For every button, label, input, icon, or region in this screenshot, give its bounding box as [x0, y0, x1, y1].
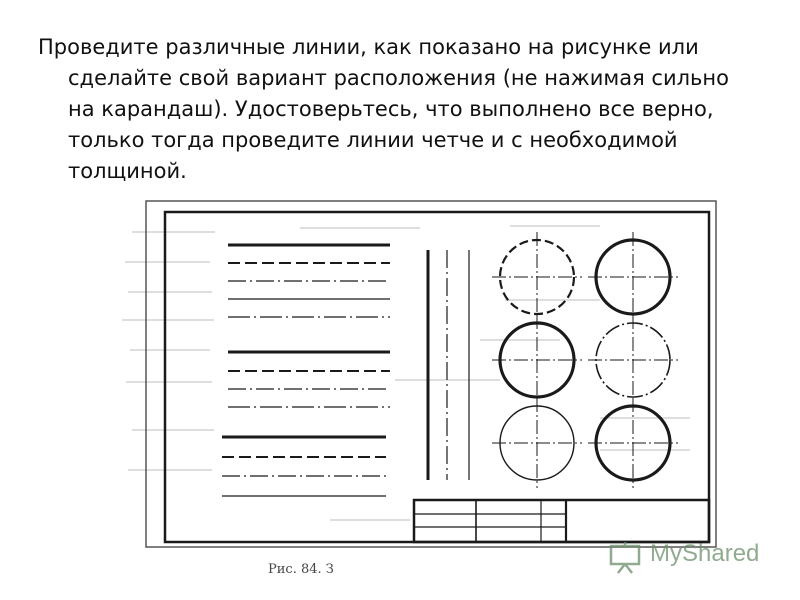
myshared-watermark	[608, 538, 768, 578]
circle-dash-dot	[588, 315, 678, 405]
instruction-line-2: сделайте свой вариант расположения (не нажимая сильно	[68, 66, 729, 90]
instruction-line-5: толщиной.	[68, 159, 187, 183]
circle-dashed	[492, 232, 582, 322]
circle-thick-solid	[588, 398, 678, 488]
watermark-text: MyShared	[650, 540, 760, 567]
figure-caption: Рис. 84. З	[268, 562, 334, 577]
bleed-through-background	[122, 226, 690, 520]
title-block	[414, 500, 709, 542]
horizontal-lines	[222, 245, 390, 496]
circle-thick-solid	[492, 315, 582, 405]
instruction-line-3: на карандаш). Удостоверьтесь, что выполнено все верно,	[68, 97, 714, 121]
vertical-lines	[428, 250, 469, 480]
sheet-frame	[165, 212, 709, 542]
circle-thick-solid	[588, 232, 678, 322]
circle-thin-solid	[492, 398, 582, 488]
sheet-outer-border	[146, 201, 716, 547]
instruction-line-1: Проведите различные линии, как показано на рисунке или	[38, 35, 699, 59]
instruction-line-4: только тогда проведите линии четче и с необходимой	[68, 128, 678, 152]
presentation-board-icon	[608, 542, 644, 574]
